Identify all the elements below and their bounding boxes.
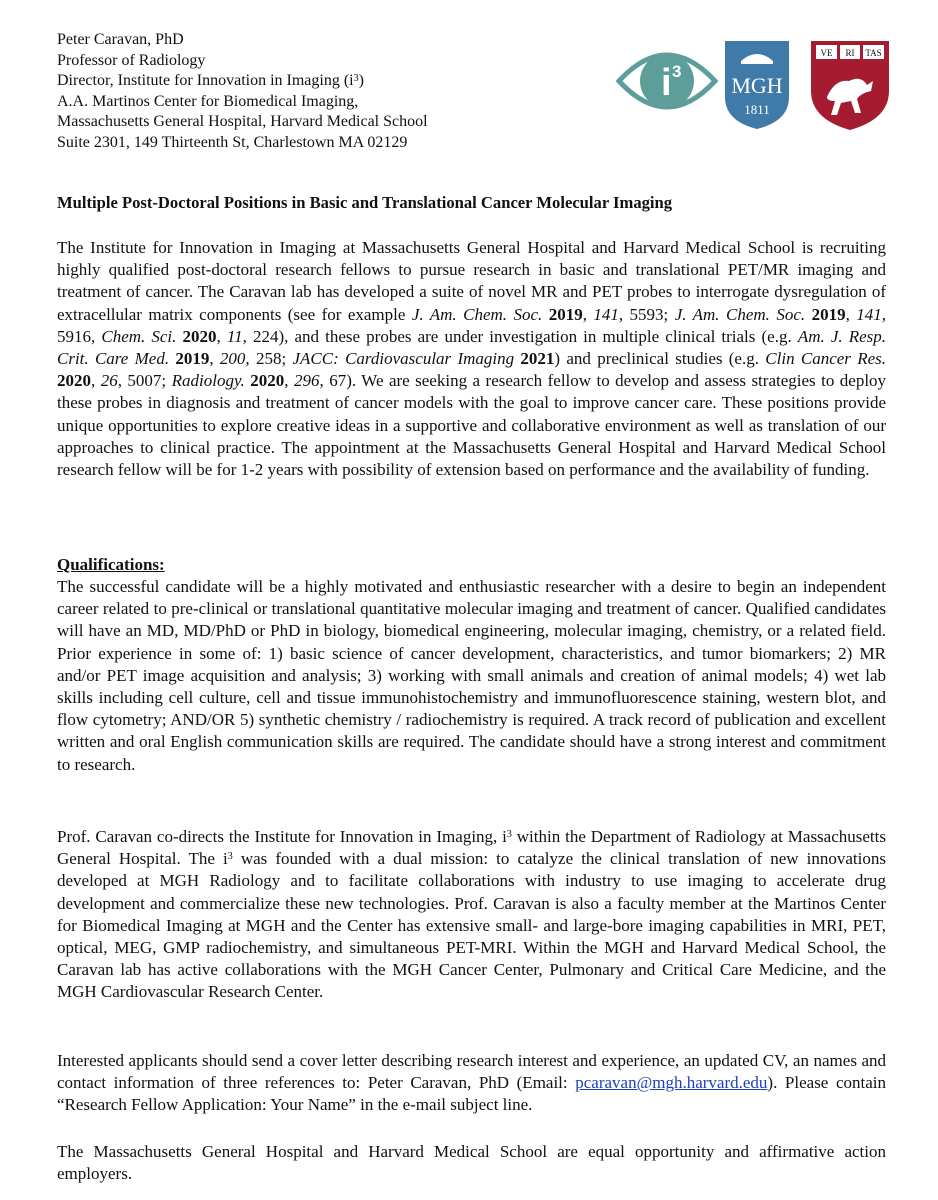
qualifications-paragraph: The successful candidate will be a highly motivated and enthusiastic researcher with a desire to begin an independent career related to pre-clinical or translational quantitative molecular imaging and treatment of cancer. Qualified candidates will have an MD, MD/PhD or PhD in biology, biomedical engineering, molecular imaging, chemistry, or a related field. Prior experience in some of: 1) basic science of cancer development, characteristics, and tumor biomarkers; 2) MR and/or PET image acquisition and analysis; 3) working with small animals and creation of animal models; 4) wet lab skills including cell culture, cell and tissue immunohistochemistry and immunofluorescence staining, western blot, and flow cytometry; AND/OR 5) synthetic chemistry / radiochemistry is required. A track record of publication and excellent written and oral English communication skills are required. The candidate should have a strong interest and commitment to research. <box>57 577 886 774</box>
logos-svg <box>615 35 893 131</box>
qualifications-heading: Qualifications: <box>57 555 165 574</box>
author-hospital: Massachusetts General Hospital, Harvard Medical School <box>57 113 428 131</box>
contact-email-link[interactable]: pcaravan@mgh.harvard.edu <box>575 1073 768 1093</box>
i3-logo <box>619 54 715 108</box>
harvard-shield-logo <box>811 41 889 130</box>
letterhead <box>57 30 428 154</box>
i3-logo-sup: 3 <box>672 62 682 81</box>
mgh-logo-year: 1811 <box>744 102 770 117</box>
mgh-logo-text: MGH <box>731 73 783 98</box>
harvard-motto-3: TAS <box>865 48 882 58</box>
author-director-line: Director, Institute for Innovation in Imaging $(i^3)$ <box>57 72 364 90</box>
harvard-motto-1: VE <box>820 48 833 58</box>
author-role: Professor of Radiology <box>57 51 206 69</box>
author-center: A.A. Martinos Center for Biomedical Imaging, <box>57 92 359 110</box>
i3-logo-letter: i <box>661 62 672 104</box>
institute-paragraph: Prof. Caravan co-directs the Institute for Innovation in Imaging, $i^3$ within the Department of Radiology at Massachusetts General Hospital. The $i^3$ was founded with a dual mission: to catalyze the clinical translation of new innovations developed at MGH Radiology and to facilitate collaborations with industry to use imaging to accelerate drug development and commercialize these new technologies. Prof. Caravan is also a faculty member at the Martinos Center for Biomedical Imaging at MGH and the Center has extensive small- and large-bore imaging capabilities in MRI, PET, optical, MEG, GMP radiochemistry, and simultaneous PET-MRI. Within the MGH and Harvard Medical School, the Caravan lab has active collaborations with the MGH Cancer Center, Pulmonary and Critical Care Medicine, and the MGH Cardiovascular Research Center. <box>57 827 886 1002</box>
posting-title: Multiple Post-Doctoral Positions in Basic and Translational Cancer Molecular Imaging <box>57 193 673 212</box>
application-paragraph: Interested applicants should send a cover letter describing research interest and experience, an updated CV, an names and contact information of three references to: Peter Caravan, PhD (Email: pcaravan@mgh.harvard.edu). Please contain “Research Fellow Application: Your Name” in the e-mail subject line. <box>57 1051 886 1115</box>
harvard-motto-2: RI <box>845 48 855 58</box>
mgh-logo <box>725 41 789 129</box>
description-paragraph: The Institute for Innovation in Imaging at Massachusetts General Hospital and Harvard Medical School is recruiting highly qualified post-doctoral research fellows to pursue research in basic and translational PET/MR imaging and treatment of cancer. The Caravan lab has developed a suite of novel MR and PET probes to interrogate dysregulation of extracellular matrix components (see for example J. Am. Chem. Soc. 2019, 141, 5593; J. Am. Chem. Soc. 2019, 141, 5916, Chem. Sci. 2020, 11, 224), and these probes are under investigation in multiple clinical trials (e.g. Am. J. Resp. Crit. Care Med. 2019, 200, 258; JACC: Cardiovascular Imaging 2021) and preclinical studies (e.g. Clin Cancer Res. 2020, 26, 5007; Radiology. 2020, 296, 67). We are seeking a research fellow to develop and assess strategies to deploy these probes in diagnosis and treatment of cancer models with the goal to improve cancer care. These positions provide unique opportunities to explore creative ideas in a supportive and collaborative environment as well as translation of our approaches to clinical practice. The appointment at the Massachusetts General Hospital and Harvard Medical School research fellow will be for 1-2 years with possibility of extension based on performance and the availability of funding. <box>57 238 887 480</box>
equal-opportunity-paragraph: The Massachusetts General Hospital and Harvard Medical School are equal opportunity and affirmative action employers. <box>57 1142 886 1184</box>
logo-strip <box>615 35 893 131</box>
author-name: Peter Caravan, PhD <box>57 31 184 48</box>
author-address: Suite 2301, 149 Thirteenth St, Charlestown MA 02129 <box>57 133 408 151</box>
